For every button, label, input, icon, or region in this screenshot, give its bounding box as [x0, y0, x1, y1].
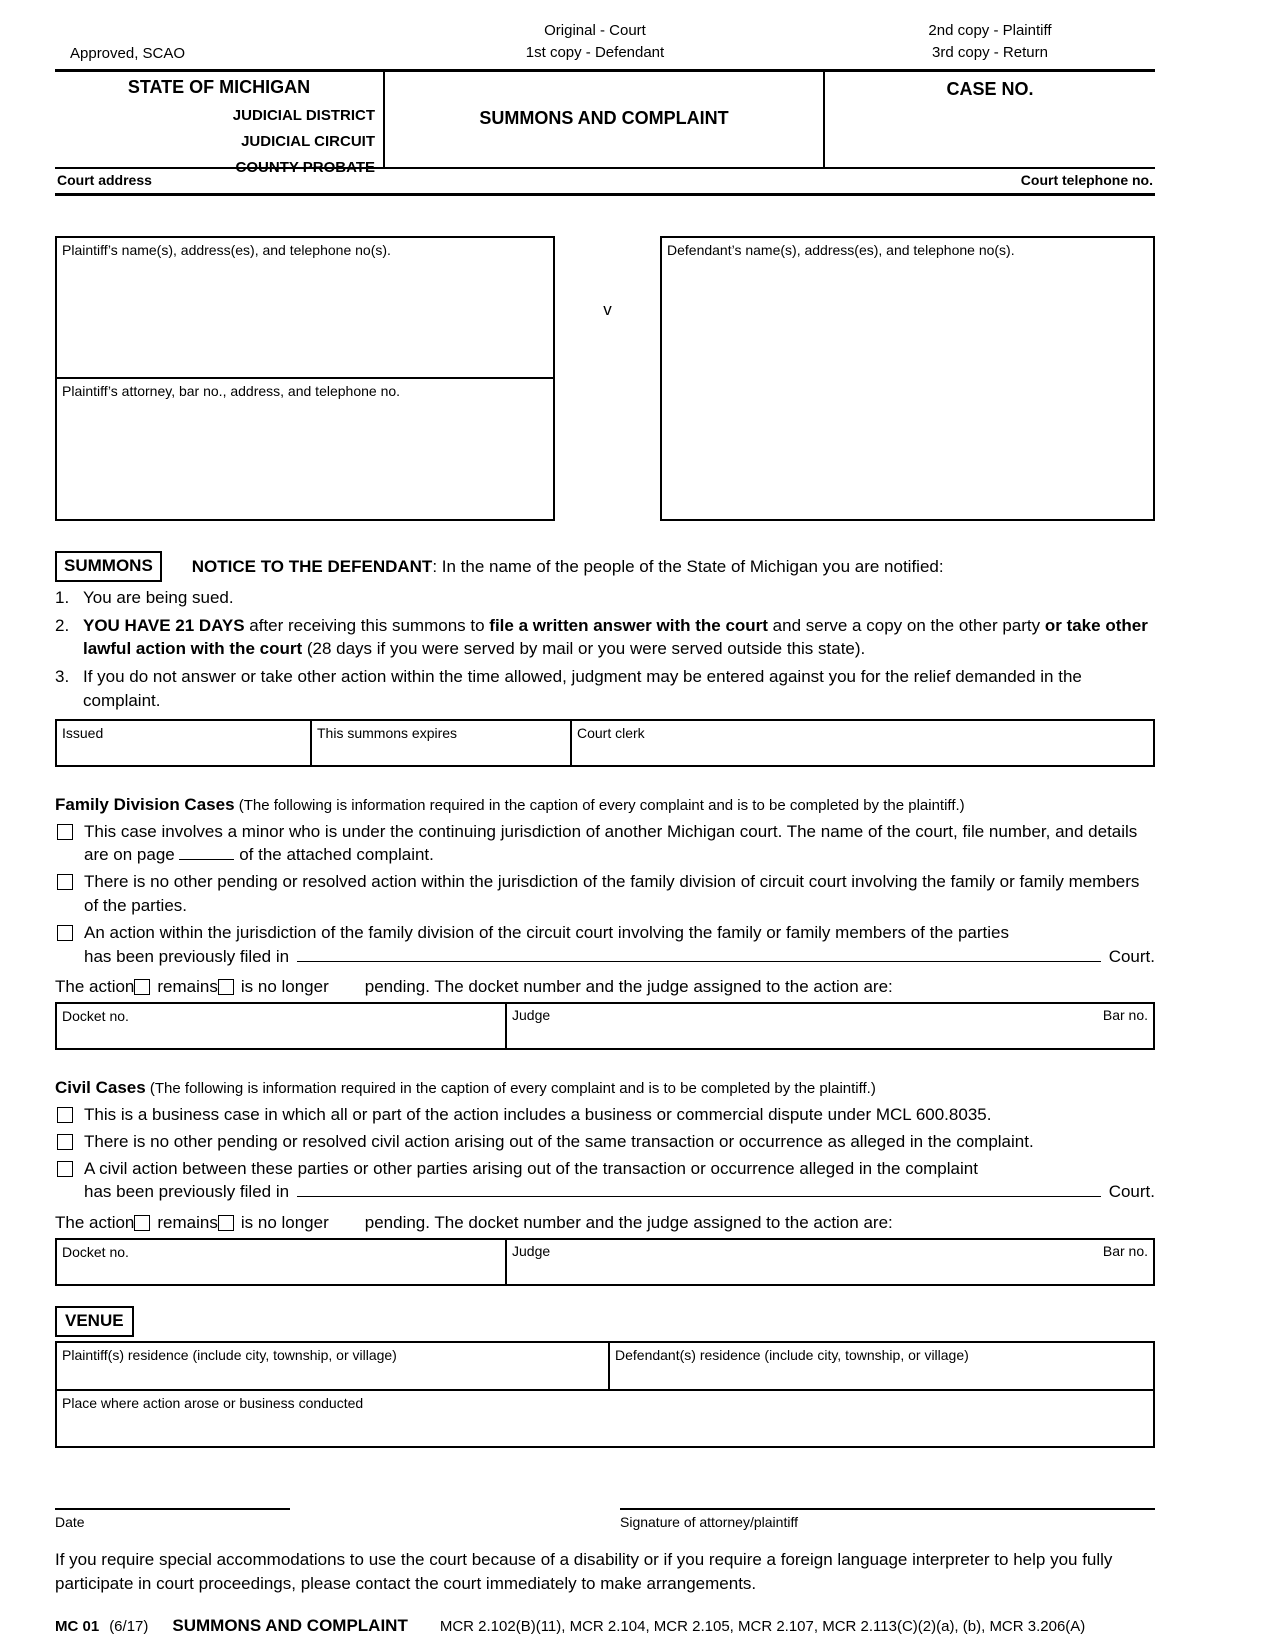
civil-docket-label: Docket no.: [62, 1244, 129, 1261]
state-heading: STATE OF MICHIGAN: [127, 76, 311, 97]
defendant-residence-label: Defendant(s) residence (include city, township, or village): [615, 1346, 969, 1363]
issued-table: [55, 719, 1155, 767]
family-heading-bold: Family Division Cases: [55, 794, 235, 814]
venue-table: [55, 1341, 1155, 1448]
family-check-1-b: of the attached complaint.: [234, 845, 434, 865]
family-check-row-1: [55, 820, 1155, 868]
plaintiff-residence-field[interactable]: [57, 1343, 610, 1389]
family-check-row-3: [55, 921, 1155, 969]
item-3-number: 3.: [55, 667, 70, 687]
mcr-references: MCR 2.102(B)(11), MCR 2.104, MCR 2.105, MCR 2.107, MCR 2.113(C)(2)(a), (b), MCR 3.206(A): [439, 1618, 1086, 1636]
item-2-bold-1: YOU HAVE 21 DAYS: [83, 615, 245, 635]
court-address-label: Court address: [57, 171, 152, 188]
family-judge-label: Judge: [512, 1007, 551, 1024]
civil-remains-label: remains: [157, 1213, 218, 1233]
civil-no-longer-label: is no longer: [240, 1213, 329, 1233]
civil-heading-paren: (The following is information required in the caption of every complaint and is to be completed by the plaintiff.): [145, 1080, 876, 1098]
form-header-table: [55, 69, 1155, 176]
plaintiff-attorney-field[interactable]: [57, 379, 553, 519]
summons-item-2: [55, 614, 1155, 662]
plaintiff-residence-label: Plaintiff(s) residence (include city, township, or village): [62, 1346, 397, 1363]
civil-bar-no-label: Bar no.: [1102, 1243, 1148, 1260]
place-of-action-label: Place where action arose or business conducted: [62, 1394, 364, 1411]
issued-field[interactable]: [57, 721, 312, 765]
item-1-number: 1.: [55, 587, 70, 607]
defendant-residence-field[interactable]: [610, 1343, 1153, 1389]
judicial-circuit-label: JUDICIAL CIRCUIT: [241, 132, 375, 150]
venue-residence-row: [57, 1343, 1153, 1391]
civil-docket-table: [55, 1238, 1155, 1286]
family-check-1-a: This case involves a minor who is under the continuing jurisdiction of another Michigan court. The name of the court, file number, and details are on page: [84, 821, 1138, 865]
civil-check-1-text: This is a business case in which all or part of the action includes a business or commercial dispute under MCL 600.8035.: [84, 1105, 992, 1125]
family-check-3-text: [84, 921, 1155, 969]
family-remains-label: remains: [157, 977, 218, 997]
form-revision: (6/17): [109, 1618, 149, 1636]
family-court-word: Court.: [1108, 946, 1155, 966]
case-number-field[interactable]: [825, 72, 1155, 167]
court-clerk-field[interactable]: [572, 721, 1153, 765]
family-action-prefix: The action: [55, 977, 135, 997]
family-bar-no-label: Bar no.: [1102, 1007, 1148, 1024]
civil-court-name-blank[interactable]: [297, 1181, 1101, 1197]
civil-check-3-text: [84, 1157, 1155, 1205]
summons-item-3: [55, 665, 1155, 713]
summons-expires-label: This summons expires: [317, 724, 458, 741]
venue-box-label: VENUE: [55, 1306, 134, 1337]
checkbox-prior-family-action[interactable]: [57, 925, 73, 941]
civil-cases-heading: [55, 1076, 1155, 1100]
date-field[interactable]: [55, 1508, 290, 1510]
civil-judge-field[interactable]: [507, 1240, 1153, 1284]
notice-bold: NOTICE TO THE DEFENDANT: [191, 556, 433, 576]
date-block: [55, 1508, 290, 1533]
civil-check-row-1: [55, 1103, 1155, 1127]
checkbox-family-remains[interactable]: [134, 979, 150, 995]
court-clerk-label: Court clerk: [577, 724, 645, 741]
family-action-status-line: [55, 975, 1155, 999]
plaintiff-name-label: Plaintiff’s name(s), address(es), and telephone no(s).: [62, 242, 391, 259]
item-1-text: You are being sued.: [83, 587, 234, 607]
form-footer: [55, 1614, 1155, 1638]
defendant-name-field[interactable]: [660, 236, 1155, 521]
checkbox-civil-remains[interactable]: [134, 1215, 150, 1231]
parties-section: [55, 236, 1155, 521]
summons-item-1: [55, 586, 1155, 610]
item-2-text: [83, 614, 1155, 662]
form-footer-title: SUMMONS AND COMPLAINT: [172, 1616, 408, 1636]
checkbox-prior-civil-action[interactable]: [57, 1161, 73, 1177]
checkbox-minor-jurisdiction[interactable]: [57, 824, 73, 840]
family-judge-field[interactable]: [507, 1004, 1153, 1048]
notice-to-defendant: [192, 555, 944, 579]
item-2-reg-2: and serve a copy on the other party: [767, 615, 1045, 635]
civil-check-2-text: There is no other pending or resolved civil action arising out of the same transaction or occurrence as alleged in the complaint.: [84, 1131, 1034, 1151]
form-title: SUMMONS AND COMPLAINT: [385, 72, 825, 167]
versus-separator: v: [603, 300, 612, 320]
summons-expires-field[interactable]: [312, 721, 572, 765]
civil-heading-bold: Civil Cases: [55, 1078, 146, 1098]
checkbox-business-case[interactable]: [57, 1107, 73, 1123]
civil-filed-label: has been previously filed in: [84, 1182, 290, 1202]
civil-check-row-3: [55, 1157, 1155, 1205]
signature-label: Signature of attorney/plaintiff: [620, 1513, 798, 1530]
copy-list-left: [365, 20, 825, 64]
copy-third-label: 3rd copy - Return: [932, 43, 1048, 61]
civil-check-row-2: [55, 1130, 1155, 1154]
notice-rest: : In the name of the people of the State of Michigan you are notified:: [432, 556, 944, 576]
item-2-bold-2: file a written answer with the court: [489, 615, 768, 635]
family-docket-label: Docket no.: [62, 1008, 129, 1025]
form-code: MC 01: [55, 1618, 100, 1636]
checkbox-no-pending-civil-action[interactable]: [57, 1134, 73, 1150]
family-check-1-text: [84, 820, 1155, 868]
item-2-reg-1: after receiving this summons to: [244, 615, 490, 635]
family-docket-field[interactable]: [57, 1004, 507, 1048]
family-check-row-2: [55, 870, 1155, 918]
family-action-suffix: pending. The docket number and the judge assigned to the action are:: [364, 977, 893, 997]
family-court-name-blank[interactable]: [297, 946, 1101, 962]
copy-first-label: 1st copy - Defendant: [525, 43, 665, 61]
civil-judge-label: Judge: [512, 1243, 551, 1260]
plaintiff-attorney-label: Plaintiff’s attorney, bar no., address, and telephone no.: [62, 383, 401, 400]
defendant-name-label: Defendant’s name(s), address(es), and telephone no(s).: [667, 242, 1015, 259]
signature-field[interactable]: [620, 1508, 1155, 1510]
summons-heading-row: [55, 551, 1155, 582]
family-filed-label: has been previously filed in: [84, 946, 290, 966]
family-check-3-line1: An action within the jurisdiction of the family division of the circuit court involving the family or family members of the parties: [84, 922, 1010, 942]
civil-check-3-line1: A civil action between these parties or other parties arising out of the transaction or occurrence alleged in the complaint: [84, 1158, 978, 1178]
county-probate-label: COUNTY PROBATE: [235, 158, 375, 176]
checkbox-civil-no-longer[interactable]: [218, 1215, 234, 1231]
family-heading-paren: (The following is information required in the caption of every complaint and is to be completed by the plaintiff.): [234, 796, 965, 814]
plaintiff-box: [55, 236, 555, 521]
accommodation-notice: If you require special accommodations to use the court because of a disability or if you require a foreign language interpreter to help you fully participate in court proceedings, please contact the court immediately to make arrangements.: [55, 1550, 1113, 1594]
court-telephone-label: Court telephone no.: [1020, 171, 1153, 188]
item-2-bold-3: or take other lawful action with the court: [83, 615, 1148, 659]
copy-distribution-header: [55, 20, 1155, 64]
place-of-action-field[interactable]: [57, 1391, 1153, 1446]
civil-action-status-line: [55, 1211, 1155, 1235]
checkbox-no-pending-family-action[interactable]: [57, 874, 73, 890]
signature-block: [620, 1508, 1155, 1533]
copy-list-right: [825, 20, 1155, 64]
item-2-number: 2.: [55, 615, 70, 635]
plaintiff-name-field[interactable]: [57, 238, 553, 379]
civil-filed-line: [84, 1180, 1155, 1204]
civil-action-suffix: pending. The docket number and the judge assigned to the action are:: [364, 1213, 893, 1233]
civil-docket-field[interactable]: [57, 1240, 507, 1284]
item-3-text: If you do not answer or take other action within the time allowed, judgment may be entered against you for the relief demanded in the complaint.: [83, 667, 1082, 711]
civil-action-prefix: The action: [55, 1213, 135, 1233]
issued-label: Issued: [62, 724, 104, 741]
family-check-2-text: There is no other pending or resolved action within the jurisdiction of the family division of circuit court involving the family or family members of the parties.: [84, 872, 1140, 916]
copy-original-label: Original - Court: [544, 22, 646, 39]
case-number-label: CASE NO.: [946, 78, 1034, 99]
approved-scao-label: Approved, SCAO: [70, 44, 186, 62]
date-label: Date: [55, 1513, 85, 1530]
court-identification-cell[interactable]: [55, 72, 385, 176]
judicial-district-label: JUDICIAL DISTRICT: [232, 106, 375, 124]
family-division-heading: [55, 793, 1155, 817]
signature-row: [55, 1508, 1155, 1533]
family-no-longer-label: is no longer: [240, 977, 329, 997]
copy-second-label: 2nd copy - Plaintiff: [928, 22, 1052, 39]
item-2-reg-3: (28 days if you were served by mail or you were served outside this state).: [302, 639, 866, 659]
summons-box-label: SUMMONS: [55, 551, 162, 582]
checkbox-family-no-longer[interactable]: [218, 979, 234, 995]
family-docket-table: [55, 1002, 1155, 1050]
page-number-blank[interactable]: [179, 846, 234, 860]
family-filed-line: [84, 945, 1155, 969]
civil-court-word: Court.: [1108, 1182, 1155, 1202]
